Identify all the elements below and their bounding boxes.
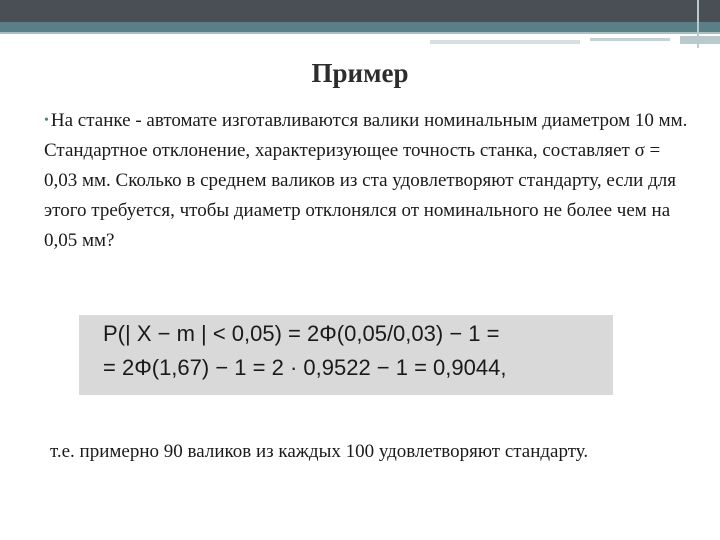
conclusion-text: т.е. примерно 90 валиков из каждых 100 удовлетворяют стандарту. [50, 441, 589, 462]
bullet-icon: • [44, 113, 49, 128]
slide-title: Пример [311, 58, 409, 88]
formula-box [79, 315, 613, 395]
formula-line-2: = 2Φ(1,67) − 1 = 2 · 0,9522 − 1 = 0,9044, [103, 355, 507, 380]
problem-statement [44, 106, 694, 256]
formula-line-1: P(| X − m | < 0,05) = 2Φ(0,05/0,03) − 1 = [103, 321, 500, 346]
header-decoration [680, 36, 720, 44]
header-decoration [430, 40, 580, 44]
header-decoration-line [697, 0, 699, 48]
header-decoration [590, 38, 670, 41]
header-divider [0, 32, 720, 34]
problem-text: На станке - автомате изготавливаются валики номинальным диаметром 10 мм. Стандартное отклонение, характеризующее точность станка, составляет σ = 0,03 мм. Сколько в среднем валиков из ста удовлетворяют стандарту, если для этого требуется, чтобы диаметр отклонялся от номинального не более чем на 0,05 мм? [44, 110, 688, 251]
header-bar-dark [0, 0, 720, 22]
header-bar-teal [0, 22, 720, 32]
